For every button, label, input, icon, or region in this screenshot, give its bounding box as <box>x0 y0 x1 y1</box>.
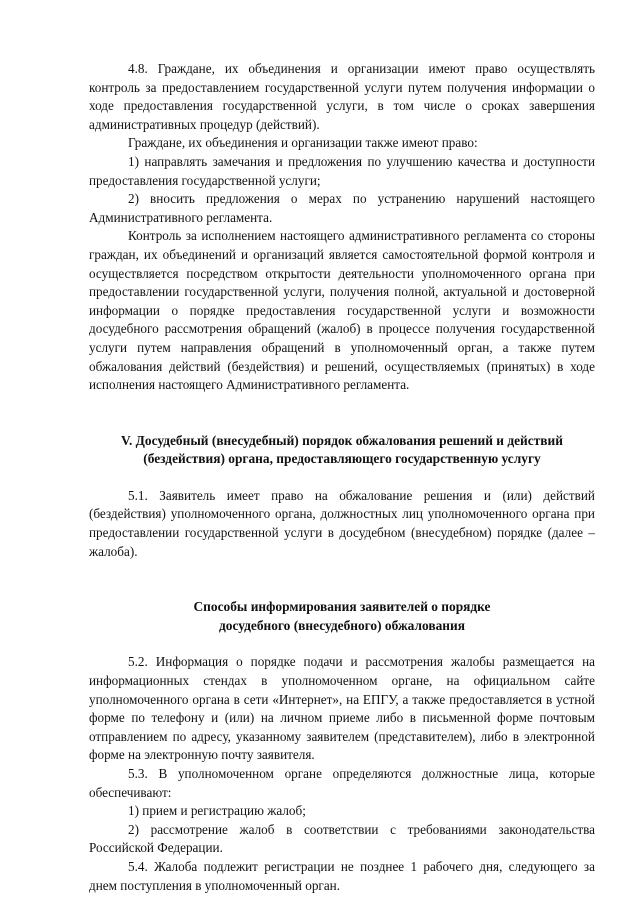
section-5-heading-line-1: V. Досудебный (внесудебный) порядок обжалования решений и действий <box>121 432 563 448</box>
paragraph-5-3-item-2: 2) рассмотрение жалоб в соответствии с требованиями законодательства Российской Федерации. <box>89 821 595 856</box>
document-page <box>89 60 595 895</box>
paragraph-5-4: 5.4. Жалоба подлежит регистрации не позднее 1 рабочего дня, следующего за днем поступления в уполномоченный орган. <box>89 858 595 893</box>
subheading-line-1: Способы информирования заявителей о порядке <box>193 599 491 615</box>
paragraph-rights-intro: Граждане, их объединения и организации также имеют право: <box>128 135 478 151</box>
paragraph-5-2: 5.2. Информация о порядке подачи и рассмотрения жалобы размещается на информационных стендах в уполномоченном органе, на официальном сайте уполномоченного органа в сети «Интернет», на ЕПГУ, а также предоставляется в устной форме по телефону и (или) на личном приеме либо в письменной форме почтовым отправлением по адресу, указанному заявителем (представителем), либо в электронной форме на электронную почту заявителя. <box>89 654 595 763</box>
paragraph-5-3-item-1: 1) прием и регистрацию жалоб; <box>128 803 306 819</box>
section-5-heading-line-2: (бездействия) органа, предоставляющего государственную услугу <box>143 451 541 467</box>
paragraph-right-1: 1) направлять замечания и предложения по улучшению качества и доступности предоставления государственной услуги; <box>89 153 595 188</box>
paragraph-5-1: 5.1. Заявитель имеет право на обжалование решения и (или) действий (бездействия) уполномоченного органа, должностных лиц уполномоченного органа при предоставлении государственной услуги в досудебном (внесудебном) порядке (далее – жалоба). <box>89 487 595 559</box>
paragraph-4-8: 4.8. Граждане, их объединения и организации имеют право осуществлять контроль за предоставлением государственной услуги путем получения информации о ходе предоставления государственной услуги, в том числе о сроках завершения административных процедур (действий). <box>89 61 595 132</box>
spacer <box>89 469 595 487</box>
subheading-line-2: досудебного (внесудебного) обжалования <box>219 617 465 633</box>
paragraph-5-3: 5.3. В уполномоченном органе определяются должностные лица, которые обеспечивают: <box>89 766 595 800</box>
spacer <box>89 395 595 432</box>
paragraph-right-2: 2) вносить предложения о мерах по устранению нарушений настоящего Административного регламента. <box>89 191 595 225</box>
spacer <box>89 635 595 653</box>
spacer <box>89 561 595 598</box>
paragraph-control: Контроль за исполнением настоящего административного регламента со стороны граждан, их объединений и организаций является самостоятельной формой контроля и осуществляется посредством открытости деятельности уполномоченного органа при предоставлении государственной услуги, получения полной, актуальной и достоверной информации о порядке предоставления государственной услуги и возможности досудебного рассмотрения обращений (жалоб) в процессе получения государственной услуги путем направления обращений в уполномоченный орган, а также путем обжалования действий (бездействия) и решений, осуществляемых (принятых) в ходе исполнения настоящего Административного регламента. <box>89 228 595 393</box>
